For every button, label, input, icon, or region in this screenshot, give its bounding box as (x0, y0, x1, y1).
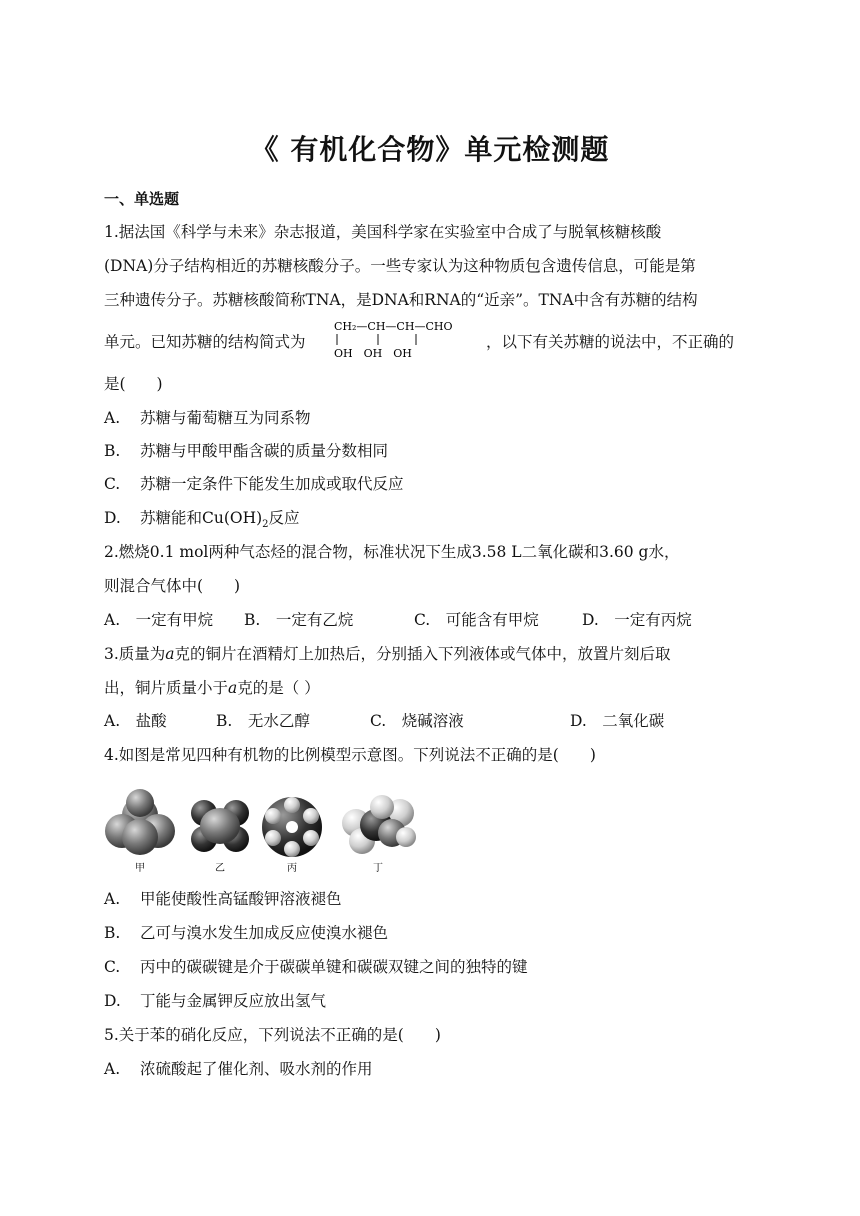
ethanol-model (342, 795, 416, 854)
benzene-model (262, 797, 322, 857)
molecule-models-figure (100, 785, 420, 875)
q1-line-5: 是( ) (104, 375, 163, 393)
q1-line-3: 三种遗传分子。苏糖核酸简称TNA，是DNA和RNA的“近亲”。TNA中含有苏糖的结构 (104, 291, 698, 309)
q4-option-d: D. 丁能与金属钾反应放出氢气 (104, 992, 327, 1010)
q1-option-a: A. 苏糖与葡萄糖互为同系物 (104, 409, 311, 427)
q3-option-b: B. 无水乙醇 (216, 712, 310, 730)
q4-line-1: 4.如图是常见四种有机物的比例模型示意图。下列说法不正确的是( ) (104, 746, 596, 764)
q2-line-1: 2.燃烧0.1 mol两种气态烃的混合物，标准状况下生成3.58 L二氧化碳和3.60 g水， (104, 543, 680, 561)
q1-option-d: D. 苏糖能和$Cu(OH)_2$反应 (104, 509, 300, 531)
q1-option-c: C. 苏糖一定条件下能发生加成或取代反应 (104, 475, 404, 493)
threose-structural-formula (334, 318, 474, 362)
section-heading: 一、单选题 (104, 190, 180, 208)
q1-option-b: B. 苏糖与甲酸甲酯含碳的质量分数相同 (104, 442, 389, 460)
q3-options (104, 711, 744, 731)
q5-option-a: A. 浓硫酸起了催化剂、吸水剂的作用 (104, 1060, 373, 1078)
q3-line-1: 3.质量为a克的铜片在酒精灯上加热后，分别插入下列液体或气体中，放置片刻后取 (104, 645, 671, 663)
q1-line-4b: ，以下有关苏糖的说法中，不正确的 (486, 333, 735, 351)
q4-option-c: C. 丙中的碳碳键是介于碳碳单键和碳碳双键之间的独特的键 (104, 958, 528, 976)
q4-option-a: A. 甲能使酸性高锰酸钾溶液褪色 (104, 890, 342, 908)
q2-option-a: A. 一定有甲烷 (104, 611, 214, 629)
q1-line-4a: 单元。已知苏糖的结构简式为 (104, 333, 306, 351)
q4-option-b: B. 乙可与溴水发生加成反应使溴水褪色 (104, 924, 389, 942)
formula-top: CH₂—CH—CH—CHO (334, 320, 453, 333)
q2-option-d: D. 一定有丙烷 (582, 611, 692, 629)
formula-bottom: OH OH OH (334, 347, 412, 360)
q2-options (104, 610, 744, 630)
model-label-bing: 丙 (287, 863, 297, 874)
methane-model (105, 789, 175, 855)
q1-line-1: 1.据法国《科学与未来》杂志报道，美国科学家在实验室中合成了与脱氧核糖核酸 (104, 223, 662, 241)
q3-option-c: C. 烧碱溶液 (370, 712, 464, 730)
model-label-ding: 丁 (373, 863, 383, 874)
page-title: 《 有机化合物》单元检测题 (250, 133, 610, 166)
q3-option-d: D. 二氧化碳 (570, 712, 665, 730)
model-label-jia: 甲 (135, 863, 145, 874)
q3-line-2: 出，铜片质量小于a克的是（ ） (104, 679, 320, 697)
q2-line-2: 则混合气体中( ) (104, 577, 241, 595)
q2-option-c: C. 可能含有甲烷 (414, 611, 539, 629)
model-label-yi: 乙 (215, 863, 225, 874)
q1-line-2: (DNA)分子结构相近的苏糖核酸分子。一些专家认为这种物质包含遗传信息，可能是第 (104, 257, 696, 275)
q3-option-a: A. 盐酸 (104, 712, 167, 730)
q2-option-b: B. 一定有乙烷 (244, 611, 354, 629)
q5-line-1: 5.关于苯的硝化反应，下列说法不正确的是( ) (104, 1026, 441, 1044)
ethylene-model (191, 800, 249, 852)
